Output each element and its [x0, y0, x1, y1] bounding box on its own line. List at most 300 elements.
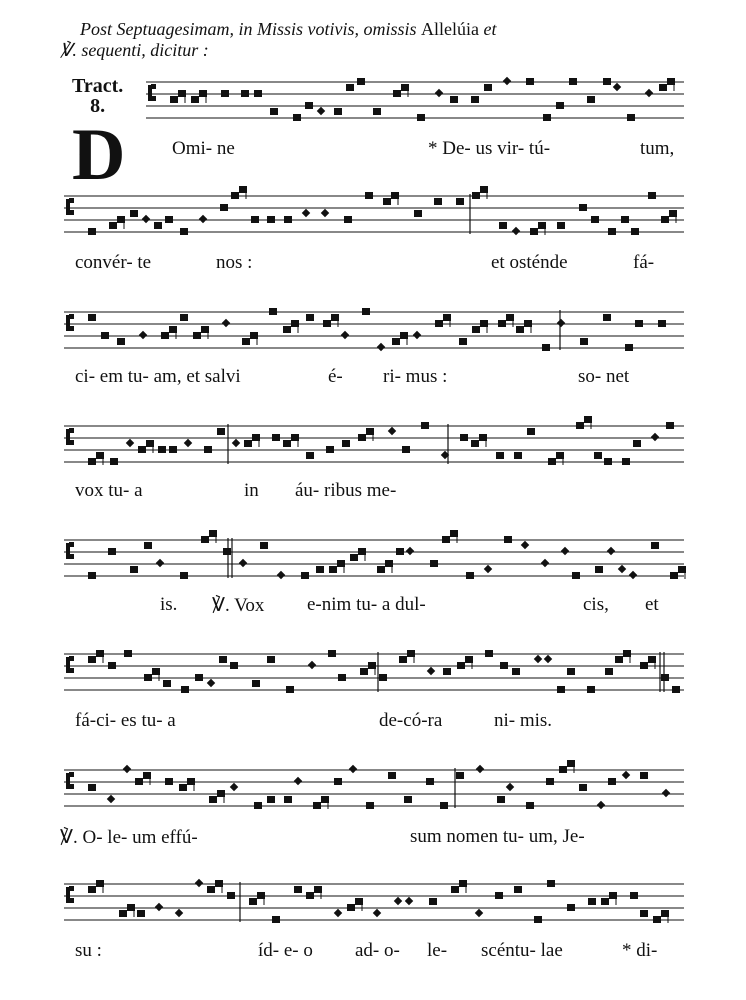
punctum — [286, 686, 294, 693]
punctum — [270, 108, 278, 115]
c-clef-upper — [69, 314, 74, 319]
punctum — [267, 796, 275, 803]
rhombus — [388, 427, 396, 435]
punctum — [557, 686, 565, 693]
punctum — [301, 572, 309, 579]
rhombus — [142, 215, 150, 223]
rhombus — [406, 547, 414, 555]
lyric-syllables: in — [244, 480, 259, 501]
punctum — [504, 536, 512, 543]
punctum — [653, 916, 661, 923]
punctum — [576, 422, 584, 429]
punctum — [640, 662, 648, 669]
rhombus — [321, 209, 329, 217]
rubric-italic-a: Post Septuagesimam, in Missis votivis, omissis — [80, 19, 417, 39]
staff-5 — [64, 530, 686, 579]
lyric-syllables: Omi- ne — [172, 138, 235, 159]
punctum — [471, 96, 479, 103]
punctum — [306, 892, 314, 899]
punctum — [338, 674, 346, 681]
punctum — [306, 452, 314, 459]
punctum — [254, 90, 262, 97]
punctum — [284, 216, 292, 223]
punctum — [377, 566, 385, 573]
punctum — [659, 84, 667, 91]
rhombus — [607, 547, 615, 555]
lyric-syllables: ℣. Vox — [212, 595, 265, 616]
punctum — [451, 886, 459, 893]
punctum — [603, 314, 611, 321]
punctum — [516, 326, 524, 333]
punctum — [366, 802, 374, 809]
rhombus — [199, 215, 207, 223]
punctum — [587, 96, 595, 103]
rhombus — [308, 661, 316, 669]
rhombus — [613, 83, 621, 91]
lyric-syllables: ci- em tu- am, et salvi — [75, 366, 241, 387]
punctum — [548, 458, 556, 465]
c-clef-upper — [151, 84, 156, 89]
c-clef-lower — [69, 898, 74, 903]
rhombus — [123, 765, 131, 773]
punctum — [670, 572, 678, 579]
punctum — [627, 114, 635, 121]
punctum — [496, 452, 504, 459]
rhombus — [349, 765, 357, 773]
punctum — [383, 198, 391, 205]
rhombus — [139, 331, 147, 339]
punctum — [358, 434, 366, 441]
lyric-syllables: é- — [328, 366, 343, 387]
punctum — [283, 440, 291, 447]
c-clef-upper — [69, 198, 74, 203]
punctum — [362, 308, 370, 315]
rhombus — [184, 439, 192, 447]
punctum — [393, 90, 401, 97]
punctum — [472, 326, 480, 333]
punctum — [471, 440, 479, 447]
punctum — [426, 778, 434, 785]
lyric-syllables: is. — [160, 594, 178, 615]
punctum — [630, 892, 638, 899]
punctum — [158, 446, 166, 453]
punctum — [350, 554, 358, 561]
rhombus — [557, 319, 565, 327]
c-clef-lower — [69, 784, 74, 789]
rhombus — [175, 909, 183, 917]
punctum — [195, 674, 203, 681]
punctum — [137, 910, 145, 917]
punctum — [404, 796, 412, 803]
punctum — [267, 656, 275, 663]
punctum — [135, 778, 143, 785]
rhombus — [373, 909, 381, 917]
punctum — [267, 216, 275, 223]
punctum — [88, 784, 96, 791]
rhombus — [503, 77, 511, 85]
punctum — [373, 108, 381, 115]
rhombus — [334, 909, 342, 917]
lyric-syllables: vox tu- a — [75, 480, 143, 501]
lyric-syllables: et osténde — [491, 252, 568, 273]
rhombus — [618, 565, 626, 573]
punctum — [230, 662, 238, 669]
punctum — [604, 458, 612, 465]
punctum — [144, 542, 152, 549]
punctum — [456, 198, 464, 205]
lyric-syllables: áu- ribus me- — [295, 480, 397, 501]
punctum — [223, 548, 231, 555]
rhombus — [561, 547, 569, 555]
punctum — [379, 674, 387, 681]
punctum — [631, 228, 639, 235]
punctum — [595, 566, 603, 573]
punctum — [557, 222, 565, 229]
punctum — [180, 228, 188, 235]
c-clef-upper — [69, 886, 74, 891]
punctum — [88, 458, 96, 465]
punctum — [283, 326, 291, 333]
rhombus — [156, 559, 164, 567]
punctum — [204, 446, 212, 453]
c-clef-lower — [151, 96, 156, 101]
punctum — [527, 428, 535, 435]
rhombus — [107, 795, 115, 803]
rhombus — [427, 667, 435, 675]
punctum — [144, 674, 152, 681]
punctum — [138, 446, 146, 453]
lyric-syllables: sum nomen tu- um, Je- — [410, 826, 585, 847]
punctum — [567, 668, 575, 675]
punctum — [119, 910, 127, 917]
punctum — [396, 548, 404, 555]
punctum — [457, 662, 465, 669]
punctum — [316, 566, 324, 573]
lyric-syllables: ad- o- — [355, 940, 400, 961]
lyric-syllables: de-có-ra — [379, 710, 443, 731]
lyric-syllables: et — [645, 594, 659, 615]
punctum — [601, 898, 609, 905]
rhombus — [476, 765, 484, 773]
staff-6 — [64, 650, 684, 693]
punctum — [293, 114, 301, 121]
punctum — [272, 916, 280, 923]
punctum — [651, 542, 659, 549]
punctum — [217, 428, 225, 435]
punctum — [244, 440, 252, 447]
lyric-syllables: scéntu- lae — [481, 940, 563, 961]
punctum — [603, 78, 611, 85]
rhombus — [232, 439, 240, 447]
punctum — [572, 572, 580, 579]
punctum — [500, 662, 508, 669]
punctum — [347, 904, 355, 911]
lyric-syllables: tum, — [640, 138, 675, 159]
c-clef-lower — [69, 554, 74, 559]
rhombus — [541, 559, 549, 567]
rhombus — [622, 771, 630, 779]
punctum — [392, 338, 400, 345]
punctum — [227, 892, 235, 899]
punctum — [357, 78, 365, 85]
rhombus — [597, 801, 605, 809]
punctum — [591, 216, 599, 223]
lyric-syllables: fá-ci- es tu- a — [75, 710, 176, 731]
punctum — [640, 772, 648, 779]
punctum — [241, 90, 249, 97]
rhombus — [294, 777, 302, 785]
punctum — [567, 904, 575, 911]
punctum — [191, 96, 199, 103]
punctum — [579, 784, 587, 791]
punctum — [579, 204, 587, 211]
punctum — [512, 668, 520, 675]
punctum — [165, 216, 173, 223]
punctum — [543, 114, 551, 121]
punctum — [108, 548, 116, 555]
rhombus — [239, 559, 247, 567]
drop-initial: D — [72, 114, 126, 196]
punctum — [497, 796, 505, 803]
c-clef-upper — [69, 656, 74, 661]
c-clef-lower — [69, 668, 74, 673]
punctum — [658, 320, 666, 327]
punctum — [622, 458, 630, 465]
punctum — [360, 668, 368, 675]
rhombus — [195, 879, 203, 887]
rhombus — [377, 343, 385, 351]
rhombus — [405, 897, 413, 905]
punctum — [346, 84, 354, 91]
punctum — [251, 216, 259, 223]
rhombus — [435, 89, 443, 97]
punctum — [272, 434, 280, 441]
mode-title: Tract. — [72, 75, 124, 97]
punctum — [615, 656, 623, 663]
punctum — [110, 458, 118, 465]
punctum — [180, 572, 188, 579]
punctum — [181, 686, 189, 693]
rhombus — [544, 655, 552, 663]
punctum — [472, 192, 480, 199]
lyric-syllables: nos : — [216, 252, 253, 273]
punctum — [334, 778, 342, 785]
rhombus — [317, 107, 325, 115]
rhombus — [512, 227, 520, 235]
rhombus — [222, 319, 230, 327]
lyric-syllables: convér- te — [75, 252, 152, 273]
punctum — [450, 96, 458, 103]
punctum — [443, 668, 451, 675]
rhombus — [521, 541, 529, 549]
punctum — [661, 216, 669, 223]
punctum — [130, 566, 138, 573]
lyric-syllables: fá- — [633, 252, 655, 273]
rhombus — [230, 783, 238, 791]
rhombus — [155, 903, 163, 911]
punctum — [306, 314, 314, 321]
punctum — [221, 90, 229, 97]
punctum — [231, 192, 239, 199]
rubric-alleluia: Allelúia — [421, 19, 479, 39]
rhombus — [394, 897, 402, 905]
punctum — [326, 446, 334, 453]
lyric-syllables: íd- e- o — [258, 940, 313, 961]
punctum — [284, 796, 292, 803]
punctum — [242, 338, 250, 345]
rhombus — [302, 209, 310, 217]
punctum — [88, 656, 96, 663]
punctum — [435, 320, 443, 327]
punctum — [442, 536, 450, 543]
lyric-syllables: ℣. O- le- um effú- — [60, 827, 198, 848]
rhombus — [645, 89, 653, 97]
punctum — [388, 772, 396, 779]
lyric-syllables: cis, — [583, 594, 609, 615]
lyric-syllables: le- — [427, 940, 448, 961]
punctum — [484, 84, 492, 91]
punctum — [117, 338, 125, 345]
punctum — [625, 344, 633, 351]
rhombus — [413, 331, 421, 339]
rhombus — [475, 909, 483, 917]
rhombus — [277, 571, 285, 579]
punctum — [163, 680, 171, 687]
rhombus — [126, 439, 134, 447]
lyric-syllables: so- net — [578, 366, 630, 387]
punctum — [294, 886, 302, 893]
punctum — [466, 572, 474, 579]
punctum — [498, 320, 506, 327]
punctum — [661, 674, 669, 681]
rhombus — [484, 565, 492, 573]
punctum — [305, 102, 313, 109]
punctum — [260, 542, 268, 549]
c-clef-lower — [69, 210, 74, 215]
staff-8 — [64, 879, 684, 923]
punctum — [514, 452, 522, 459]
rhombus — [662, 789, 670, 797]
punctum — [402, 446, 410, 453]
punctum — [88, 228, 96, 235]
punctum — [109, 222, 117, 229]
punctum — [313, 802, 321, 809]
lyric-syllables: ri- mus : — [383, 366, 448, 387]
punctum — [88, 886, 96, 893]
punctum — [534, 916, 542, 923]
punctum — [580, 338, 588, 345]
punctum — [193, 332, 201, 339]
punctum — [640, 910, 648, 917]
punctum — [495, 892, 503, 899]
punctum — [249, 898, 257, 905]
staff-7 — [64, 760, 684, 809]
punctum — [499, 222, 507, 229]
punctum — [108, 662, 116, 669]
punctum — [365, 192, 373, 199]
punctum — [179, 784, 187, 791]
punctum — [456, 772, 464, 779]
punctum — [201, 536, 209, 543]
punctum — [594, 452, 602, 459]
rhombus — [651, 433, 659, 441]
punctum — [414, 210, 422, 217]
punctum — [220, 204, 228, 211]
punctum — [635, 320, 643, 327]
lyric-syllables: su : — [75, 940, 102, 961]
rhombus — [534, 655, 542, 663]
c-clef-upper — [69, 428, 74, 433]
punctum — [219, 656, 227, 663]
staff-1 — [146, 77, 684, 121]
punctum — [124, 650, 132, 657]
lyric-syllables: * De- us vir- tú- — [428, 138, 551, 159]
punctum — [485, 650, 493, 657]
punctum — [546, 778, 554, 785]
punctum — [621, 216, 629, 223]
punctum — [608, 228, 616, 235]
punctum — [547, 880, 555, 887]
punctum — [421, 422, 429, 429]
punctum — [254, 802, 262, 809]
punctum — [154, 222, 162, 229]
punctum — [169, 446, 177, 453]
punctum — [323, 320, 331, 327]
punctum — [429, 898, 437, 905]
c-clef-lower — [69, 326, 74, 331]
c-clef-upper — [69, 772, 74, 777]
rhombus — [629, 571, 637, 579]
punctum — [334, 108, 342, 115]
punctum — [556, 102, 564, 109]
staff-2 — [64, 186, 684, 235]
c-clef-lower — [69, 440, 74, 445]
c-clef-upper — [69, 542, 74, 547]
lyric-syllables: e-nim tu- a dul- — [307, 594, 426, 615]
punctum — [672, 686, 680, 693]
punctum — [161, 332, 169, 339]
punctum — [530, 228, 538, 235]
punctum — [170, 96, 178, 103]
punctum — [526, 802, 534, 809]
punctum — [207, 886, 215, 893]
punctum — [569, 78, 577, 85]
punctum — [608, 778, 616, 785]
punctum — [459, 338, 467, 345]
punctum — [526, 78, 534, 85]
punctum — [269, 308, 277, 315]
lyric-syllables: * di- — [622, 940, 658, 961]
punctum — [440, 802, 448, 809]
punctum — [399, 656, 407, 663]
rhombus — [341, 331, 349, 339]
punctum — [666, 422, 674, 429]
punctum — [342, 440, 350, 447]
punctum — [165, 778, 173, 785]
punctum — [328, 650, 336, 657]
punctum — [559, 766, 567, 773]
punctum — [417, 114, 425, 121]
punctum — [648, 192, 656, 199]
punctum — [329, 566, 337, 573]
staff-3 — [64, 308, 684, 351]
staff-4 — [64, 416, 684, 465]
punctum — [88, 314, 96, 321]
rhombus — [207, 679, 215, 687]
punctum — [88, 572, 96, 579]
punctum — [514, 886, 522, 893]
punctum — [542, 344, 550, 351]
